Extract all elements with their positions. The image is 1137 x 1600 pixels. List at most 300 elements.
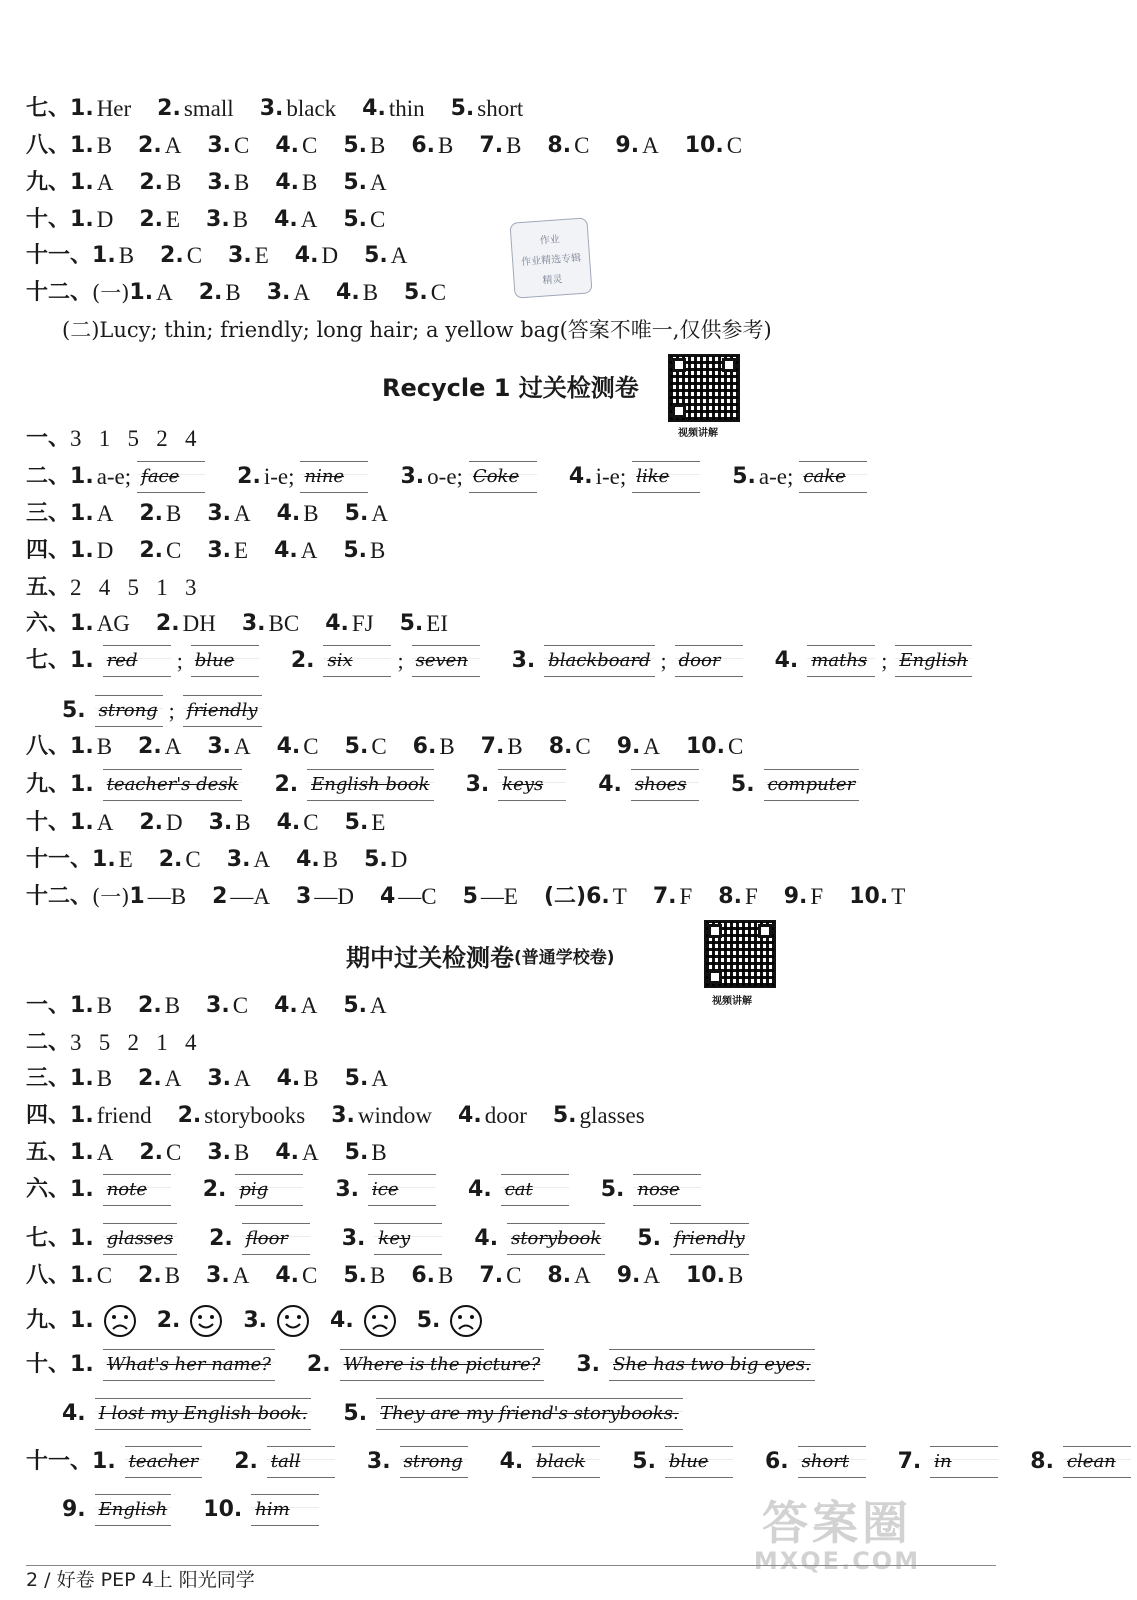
sad-face-icon bbox=[363, 1304, 397, 1338]
item-number: 2. bbox=[237, 464, 261, 489]
item-answer: C bbox=[165, 1140, 182, 1165]
answer-item bbox=[547, 129, 589, 163]
answer-item bbox=[331, 1099, 432, 1133]
handwritten-answer: shoes bbox=[631, 769, 699, 801]
item-number: 4. bbox=[275, 1140, 300, 1165]
separator: ; bbox=[176, 648, 183, 673]
answer-item bbox=[139, 1136, 181, 1170]
handwritten-answer: What's her name? bbox=[103, 1349, 275, 1381]
item-number: 5. bbox=[343, 170, 368, 195]
answer-item bbox=[139, 203, 180, 237]
item-answer: B bbox=[96, 993, 113, 1018]
answer-item bbox=[345, 806, 386, 840]
handwritten-answer: computer bbox=[764, 769, 860, 801]
item-answer: A bbox=[234, 734, 251, 759]
answer-row bbox=[26, 203, 976, 237]
item-number: 1. bbox=[70, 1308, 94, 1333]
handwritten-answer: cake bbox=[799, 461, 867, 493]
answer-item bbox=[598, 768, 705, 802]
answer-item bbox=[62, 1493, 177, 1527]
answer-item bbox=[92, 239, 134, 273]
item-answer: C bbox=[574, 133, 590, 158]
item-number: 10. bbox=[686, 734, 725, 759]
item-number: 5. bbox=[450, 96, 475, 121]
item-answer: o-e; bbox=[427, 464, 463, 489]
item-answer: DH bbox=[182, 611, 216, 636]
answer-item bbox=[70, 166, 113, 200]
item-number: 5. bbox=[343, 207, 368, 232]
item-number: 10. bbox=[684, 133, 724, 158]
answer-row bbox=[62, 313, 976, 347]
item-answer: B bbox=[96, 734, 113, 759]
answer-item bbox=[765, 1445, 872, 1479]
section-number: 十一、 bbox=[26, 1449, 93, 1474]
answer-item bbox=[70, 460, 211, 494]
item-number: 3. bbox=[465, 772, 490, 797]
item-number: 4. bbox=[275, 133, 300, 158]
item-answer: EI bbox=[426, 611, 448, 636]
item-number: 5. bbox=[343, 1263, 368, 1288]
section-number: 二、 bbox=[26, 464, 71, 489]
item-number: 4. bbox=[362, 96, 386, 121]
item-answer: A bbox=[96, 170, 114, 195]
item-number: 2. bbox=[202, 1177, 227, 1202]
answer-item bbox=[576, 1348, 820, 1382]
section-number: 一、 bbox=[26, 993, 71, 1018]
item-number: 3. bbox=[206, 207, 230, 232]
answer-item bbox=[343, 989, 386, 1023]
handwritten-answer: floor bbox=[242, 1223, 310, 1255]
answer-item bbox=[138, 989, 180, 1023]
answer-item bbox=[199, 276, 241, 310]
item-number: 9. bbox=[783, 884, 808, 909]
item-number: 3. bbox=[207, 538, 231, 563]
answer-row bbox=[26, 880, 976, 914]
answer-item bbox=[718, 880, 757, 914]
item-answer: B bbox=[96, 133, 113, 158]
item-number: 1. bbox=[70, 611, 94, 636]
item-number: 4. bbox=[598, 772, 622, 797]
answer-item bbox=[474, 1222, 611, 1256]
answer-item bbox=[70, 1062, 112, 1096]
item-number: 2 bbox=[212, 884, 228, 909]
answer-item bbox=[70, 768, 248, 802]
answer-item bbox=[139, 806, 182, 840]
section-number: 八、 bbox=[26, 1263, 71, 1288]
item-answer: B bbox=[371, 1140, 387, 1165]
item-number: 3. bbox=[511, 648, 536, 673]
answer-item bbox=[274, 768, 439, 802]
section-number: 九、 bbox=[26, 772, 71, 797]
answer-item bbox=[330, 1304, 403, 1338]
handwritten-answer: like bbox=[632, 461, 700, 493]
answer-row bbox=[26, 1304, 976, 1338]
handwritten-answer: clean bbox=[1063, 1446, 1131, 1478]
answer-item bbox=[243, 1304, 316, 1338]
item-answer: B bbox=[370, 538, 386, 563]
item-answer: storybooks bbox=[204, 1103, 306, 1128]
answer-item bbox=[732, 460, 873, 494]
item-answer: B bbox=[506, 133, 522, 158]
item-number: 7. bbox=[480, 734, 505, 759]
item-number: 3. bbox=[206, 993, 230, 1018]
recycle-qr-code-icon[interactable] bbox=[668, 354, 740, 422]
item-number: 3. bbox=[259, 96, 284, 121]
answer-item bbox=[70, 129, 112, 163]
recycle-title: Recycle 1 过关检测卷 bbox=[382, 373, 639, 402]
item-answer: B bbox=[164, 1263, 181, 1288]
answer-row bbox=[26, 422, 976, 456]
item-answer: D bbox=[96, 538, 114, 563]
item-number: 5. bbox=[344, 501, 369, 526]
item-answer: B bbox=[234, 170, 250, 195]
answer-item bbox=[335, 1173, 442, 1207]
item-number: 1. bbox=[92, 1449, 116, 1474]
answer-item bbox=[549, 730, 591, 764]
handwritten-answer: English bbox=[95, 1494, 172, 1526]
section-number: 六、 bbox=[26, 1177, 71, 1202]
section-number: 十、 bbox=[26, 207, 71, 232]
item-number: 4. bbox=[294, 243, 319, 268]
item-answer: B bbox=[302, 170, 318, 195]
item-number: 5. bbox=[344, 1140, 369, 1165]
answer-item bbox=[617, 730, 660, 764]
answer-item bbox=[92, 843, 133, 877]
watermark-main: 答案圈 bbox=[762, 1496, 912, 1550]
answer-item bbox=[62, 1397, 317, 1431]
item-answer: C bbox=[302, 1263, 318, 1288]
answer-item bbox=[637, 1222, 754, 1256]
item-number: 10. bbox=[849, 884, 889, 909]
item-answer: B bbox=[234, 1140, 250, 1165]
item-answer: A bbox=[234, 501, 251, 526]
answer-item bbox=[547, 1259, 590, 1293]
item-number: 5. bbox=[344, 1066, 369, 1091]
item-answer: A bbox=[390, 243, 408, 268]
item-answer: black bbox=[286, 96, 337, 121]
part-2-answer: (二)Lucy; thin; friendly; long hair; a yellow bag(答案不唯一,仅供参考) bbox=[62, 318, 772, 342]
item-answer: A bbox=[371, 501, 388, 526]
item-number: 3. bbox=[576, 1352, 600, 1377]
item-number: 9. bbox=[616, 1263, 641, 1288]
answer-item bbox=[207, 1136, 249, 1170]
item-answer: A bbox=[300, 207, 318, 232]
item-answer: T bbox=[612, 884, 627, 909]
answer-item bbox=[207, 730, 250, 764]
answer-row bbox=[26, 460, 976, 494]
item-number: 4. bbox=[325, 611, 349, 636]
item-number: 1. bbox=[70, 1066, 94, 1091]
answer-item bbox=[212, 880, 270, 914]
answer-row bbox=[26, 1348, 976, 1382]
answer-item bbox=[463, 880, 518, 914]
answer-item bbox=[70, 534, 113, 568]
answer-item bbox=[404, 276, 446, 310]
handwritten-answer: black bbox=[532, 1446, 600, 1478]
item-answer: B bbox=[370, 1263, 386, 1288]
recycle-heading bbox=[382, 365, 639, 405]
item-answer: C bbox=[185, 847, 201, 872]
midterm-title-note: (普通学校卷) bbox=[514, 947, 615, 968]
item-answer: A bbox=[164, 734, 182, 759]
watermark-logo bbox=[712, 1498, 962, 1578]
item-number: 4. bbox=[274, 538, 298, 563]
answer-item bbox=[277, 730, 319, 764]
item-number: 1. bbox=[70, 96, 94, 121]
answer-item bbox=[479, 1259, 521, 1293]
answer-row bbox=[26, 1136, 976, 1170]
section-number: 八、 bbox=[26, 734, 71, 759]
answer-item bbox=[296, 880, 354, 914]
answer-item bbox=[275, 129, 317, 163]
handwritten-answer: friendly bbox=[183, 695, 262, 727]
item-number: 4. bbox=[330, 1308, 354, 1333]
item-number: 7. bbox=[479, 133, 504, 158]
item-answer: —A bbox=[230, 884, 270, 909]
separator: ; bbox=[881, 648, 888, 673]
item-number: 4. bbox=[458, 1103, 482, 1128]
handwritten-answer: six bbox=[323, 645, 391, 677]
answer-item bbox=[209, 806, 251, 840]
item-number: 5. bbox=[343, 538, 368, 563]
item-number: 4. bbox=[296, 847, 320, 872]
item-answer: friend bbox=[96, 1103, 152, 1128]
order-answer: 3 5 2 1 4 bbox=[70, 1030, 197, 1055]
item-number: 1. bbox=[70, 170, 94, 195]
item-number: 5. bbox=[732, 464, 756, 489]
midterm-qr-caption: 视频讲解 bbox=[712, 996, 752, 1007]
item-answer: D bbox=[96, 207, 114, 232]
section-number: 十二、 bbox=[26, 280, 93, 305]
item-number: 2. bbox=[209, 1226, 233, 1251]
midterm-qr-code-icon[interactable] bbox=[704, 920, 776, 988]
answer-item bbox=[468, 1173, 575, 1207]
item-answer: B bbox=[164, 993, 181, 1018]
answer-row bbox=[26, 989, 976, 1023]
item-number: 1. bbox=[129, 280, 154, 305]
item-number: 3. bbox=[226, 847, 251, 872]
item-number: 5 bbox=[462, 884, 478, 909]
answer-item bbox=[569, 460, 706, 494]
answer-item bbox=[296, 843, 338, 877]
item-number: 7. bbox=[897, 1449, 922, 1474]
item-number: 3. bbox=[335, 1177, 360, 1202]
answer-item bbox=[275, 1259, 317, 1293]
handwritten-answer: maths bbox=[807, 645, 875, 677]
item-answer: E bbox=[371, 810, 386, 835]
section-number: 七、 bbox=[26, 96, 71, 121]
answer-item bbox=[345, 1136, 387, 1170]
item-answer: C bbox=[165, 538, 182, 563]
handwritten-answer: blackboard bbox=[544, 645, 654, 677]
answer-item bbox=[345, 497, 388, 531]
item-answer: B bbox=[438, 133, 454, 158]
item-answer: window bbox=[357, 1103, 433, 1128]
handwritten-answer: door bbox=[675, 645, 743, 677]
item-number: 4. bbox=[336, 280, 360, 305]
item-number: 3. bbox=[400, 464, 425, 489]
item-answer: C bbox=[506, 1263, 522, 1288]
recycle-qr-caption: 视频讲解 bbox=[678, 428, 718, 439]
item-number: 5. bbox=[404, 280, 428, 305]
item-answer: E bbox=[165, 207, 181, 232]
answer-item bbox=[400, 460, 542, 494]
answer-row bbox=[26, 730, 976, 764]
answer-item bbox=[209, 1222, 316, 1256]
handwritten-answer: English bbox=[895, 645, 972, 677]
answer-item bbox=[206, 203, 248, 237]
handwritten-answer: glasses bbox=[103, 1223, 177, 1255]
item-answer: —C bbox=[398, 884, 437, 909]
section-number: 四、 bbox=[26, 1103, 71, 1128]
answer-item bbox=[544, 880, 627, 914]
item-answer: B bbox=[370, 133, 386, 158]
item-answer: C bbox=[186, 243, 203, 268]
section-number: 九、 bbox=[26, 1308, 71, 1333]
answer-item bbox=[553, 1099, 645, 1133]
handwritten-answer: blue bbox=[191, 645, 259, 677]
answer-item bbox=[160, 239, 202, 273]
answer-row bbox=[26, 239, 976, 273]
handwritten-answer: him bbox=[251, 1494, 319, 1526]
section-number: 十二、 bbox=[26, 884, 93, 909]
item-answer: small bbox=[183, 96, 234, 121]
midterm-title: 期中过关检测卷 bbox=[346, 943, 514, 972]
item-answer: BC bbox=[268, 611, 300, 636]
item-answer: B bbox=[165, 170, 182, 195]
item-number: 1. bbox=[92, 847, 116, 872]
section-number: 九、 bbox=[26, 170, 71, 195]
answer-item bbox=[70, 92, 131, 126]
sad-face-icon bbox=[103, 1304, 137, 1338]
item-answer: door bbox=[484, 1103, 527, 1128]
handwritten-answer: keys bbox=[498, 769, 566, 801]
item-answer: glasses bbox=[579, 1103, 645, 1128]
answer-item bbox=[277, 1062, 319, 1096]
item-number: 1. bbox=[70, 1226, 94, 1251]
item-answer: T bbox=[891, 884, 906, 909]
item-number: 9. bbox=[62, 1497, 86, 1522]
item-number: 7. bbox=[652, 884, 677, 909]
item-answer: C bbox=[430, 280, 447, 305]
item-number: 1. bbox=[70, 648, 94, 673]
item-answer: A bbox=[574, 1263, 591, 1288]
answer-item bbox=[291, 644, 486, 678]
answer-item bbox=[362, 92, 424, 126]
answer-item bbox=[129, 880, 186, 914]
answer-item bbox=[1030, 1445, 1137, 1479]
answer-item bbox=[295, 239, 338, 273]
answer-item bbox=[417, 1304, 490, 1338]
item-answer: A bbox=[96, 501, 114, 526]
answer-item bbox=[92, 1445, 208, 1479]
item-number: 1. bbox=[92, 243, 116, 268]
item-number: 10. bbox=[203, 1497, 243, 1522]
separator: ; bbox=[168, 698, 175, 723]
answer-item bbox=[617, 1259, 660, 1293]
answer-item bbox=[70, 1259, 112, 1293]
answer-row bbox=[62, 694, 976, 728]
answer-item bbox=[336, 276, 378, 310]
section-number: 二、 bbox=[26, 1030, 71, 1055]
item-number: 8. bbox=[547, 133, 572, 158]
item-number: 3. bbox=[207, 1140, 231, 1165]
answer-item bbox=[685, 129, 742, 163]
answer-item bbox=[367, 1445, 474, 1479]
item-answer: B bbox=[362, 280, 379, 305]
section-number: 十一、 bbox=[26, 243, 93, 268]
item-number: 5. bbox=[730, 772, 755, 797]
answer-item bbox=[380, 880, 437, 914]
answer-item bbox=[260, 92, 336, 126]
item-answer: B bbox=[118, 243, 135, 268]
stamp-line-2: 作业精选专辑 bbox=[520, 252, 582, 268]
item-number: 1. bbox=[70, 1352, 94, 1377]
answer-item bbox=[203, 1173, 310, 1207]
item-answer: AG bbox=[96, 611, 130, 636]
item-number: 5. bbox=[364, 243, 388, 268]
answer-item bbox=[400, 607, 448, 641]
answer-item bbox=[70, 1136, 113, 1170]
item-number: 1. bbox=[70, 207, 94, 232]
item-answer: a-e; bbox=[96, 464, 132, 489]
item-number: 2. bbox=[138, 993, 162, 1018]
item-answer: short bbox=[477, 96, 524, 121]
item-number: 2. bbox=[139, 538, 163, 563]
item-number: 2. bbox=[290, 648, 315, 673]
item-answer: C bbox=[96, 1263, 113, 1288]
item-number: 2. bbox=[139, 170, 163, 195]
answer-item bbox=[70, 607, 130, 641]
item-number: 1. bbox=[70, 464, 94, 489]
item-answer: B bbox=[232, 207, 249, 232]
answer-item bbox=[775, 644, 978, 678]
answer-row bbox=[26, 1445, 1116, 1479]
item-answer: A bbox=[642, 133, 659, 158]
stamp-line-3: 精灵 bbox=[542, 273, 563, 287]
answer-item bbox=[203, 1493, 325, 1527]
part-label: (一) bbox=[92, 281, 130, 305]
handwritten-answer: Where is the picture? bbox=[340, 1349, 545, 1381]
answer-item bbox=[138, 1062, 181, 1096]
answer-item bbox=[601, 1173, 708, 1207]
item-number: 4. bbox=[474, 1226, 499, 1251]
item-number: 9. bbox=[615, 133, 640, 158]
item-answer: A bbox=[232, 1263, 250, 1288]
item-answer: D bbox=[390, 847, 408, 872]
answer-item bbox=[411, 129, 453, 163]
item-answer: F bbox=[679, 884, 693, 909]
item-number: 3. bbox=[341, 1226, 366, 1251]
item-number: 4 bbox=[379, 884, 396, 909]
handwritten-answer: teacher bbox=[125, 1446, 203, 1478]
item-number: 3. bbox=[207, 1066, 231, 1091]
handwritten-answer: nine bbox=[300, 461, 368, 493]
item-answer: a-e; bbox=[758, 464, 794, 489]
item-answer: B bbox=[165, 501, 182, 526]
handwritten-answer: English book bbox=[307, 769, 433, 801]
answer-item bbox=[207, 1062, 250, 1096]
item-answer: C bbox=[727, 734, 744, 759]
item-number: 4. bbox=[774, 648, 799, 673]
answer-item bbox=[364, 843, 407, 877]
item-number: 3. bbox=[208, 810, 233, 835]
answer-row bbox=[26, 806, 976, 840]
answer-item bbox=[70, 1304, 143, 1338]
answer-row bbox=[26, 497, 976, 531]
item-number: 1. bbox=[70, 1263, 94, 1288]
answer-item bbox=[62, 694, 268, 728]
